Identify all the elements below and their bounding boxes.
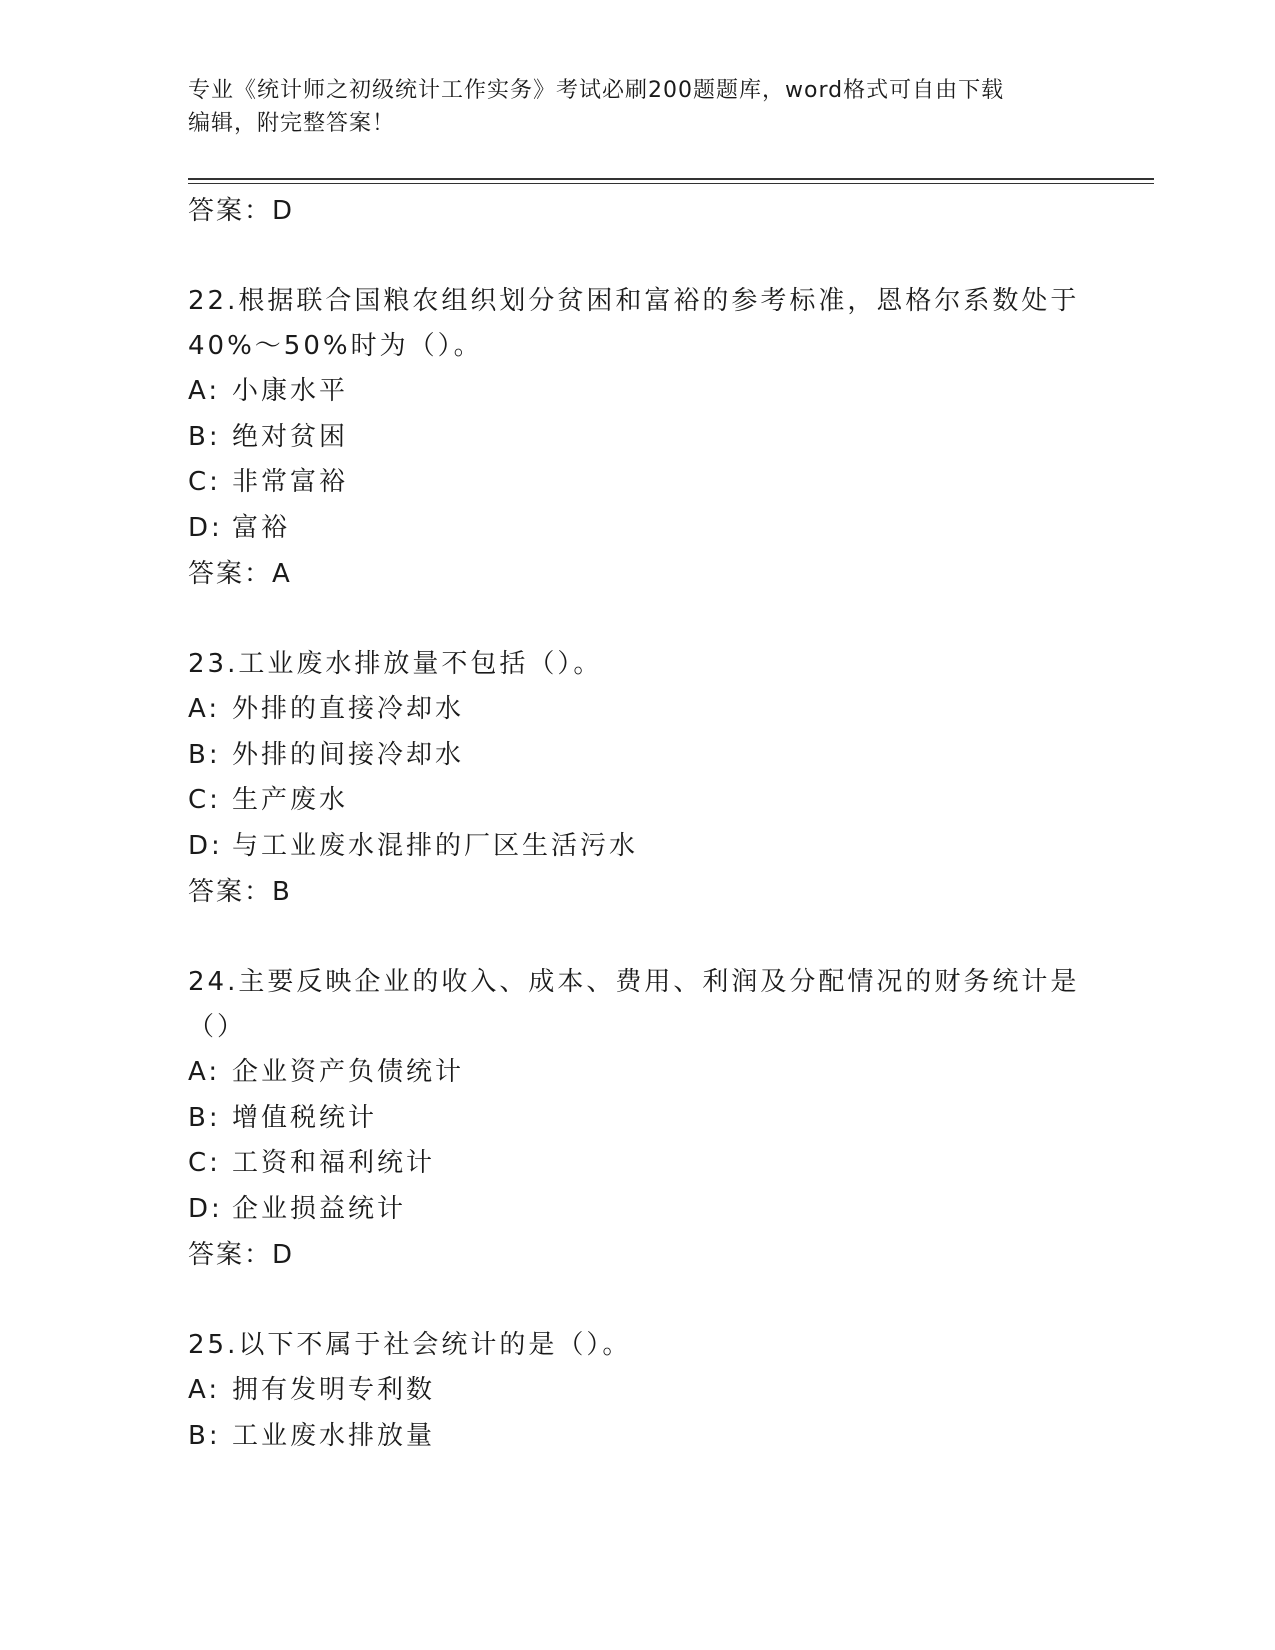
option-letter: C: (188, 467, 221, 497)
option-letter: B: (188, 739, 221, 770)
option-d (188, 1187, 1088, 1233)
question-stem: 23.工业废水排放量不包括（）。 (188, 649, 603, 679)
header-divider (188, 178, 1154, 180)
question-24 (188, 960, 1088, 1278)
option-letter: A: (188, 376, 221, 406)
option-text: 非常富裕 (232, 467, 349, 497)
option-text: 小康水平 (232, 376, 349, 406)
option-letter: B: (188, 421, 221, 452)
option-c (188, 1141, 1088, 1187)
question-22 (188, 279, 1088, 597)
header-line-1: 专业《统计师之初级统计工作实务》考试必刷200题题库，word格式可自由下载 (188, 78, 1005, 103)
option-text: 工资和福利统计 (232, 1148, 436, 1178)
option-b (188, 733, 1088, 779)
option-letter: C: (188, 1148, 221, 1178)
question-23 (188, 642, 1088, 915)
option-a (188, 369, 1088, 415)
option-text: 外排的直接冷却水 (232, 694, 465, 724)
option-letter: B: (188, 1102, 221, 1133)
question-list (188, 188, 1088, 1459)
option-letter: D: (188, 830, 223, 861)
option-letter: B: (188, 1420, 221, 1451)
option-text: 企业资产负债统计 (232, 1057, 465, 1087)
answer-line: 答案：A (188, 559, 292, 589)
answer-line: 答案：D (188, 1240, 295, 1270)
option-a (188, 1050, 1088, 1096)
option-b (188, 1414, 1088, 1460)
option-text: 增值税统计 (232, 1102, 378, 1133)
option-text: 绝对贫困 (232, 421, 349, 452)
answer-line: 答案：D (188, 196, 295, 226)
option-text: 富裕 (232, 512, 291, 543)
option-text: 工业废水排放量 (232, 1420, 436, 1451)
option-d (188, 824, 1088, 870)
option-text: 外排的间接冷却水 (232, 739, 465, 770)
option-a (188, 1368, 1088, 1414)
option-letter: A: (188, 1057, 221, 1087)
option-letter: C: (188, 785, 221, 815)
option-text: 企业损益统计 (232, 1193, 407, 1224)
option-b (188, 415, 1088, 461)
option-letter: A: (188, 1375, 221, 1405)
option-letter: D: (188, 512, 223, 543)
header-divider-thin (188, 183, 1154, 184)
option-d (188, 506, 1088, 552)
option-text: 生产废水 (232, 785, 349, 815)
option-text: 与工业废水混排的厂区生活污水 (232, 830, 639, 861)
option-b (188, 1096, 1088, 1142)
question-stem: 24.主要反映企业的收入、成本、费用、利润及分配情况的财务统计是（） (188, 967, 1080, 1042)
option-a (188, 687, 1088, 733)
question-stem: 25.以下不属于社会统计的是（）。 (188, 1330, 632, 1360)
option-c (188, 778, 1088, 824)
header-line-2: 编辑，附完整答案！ (188, 111, 396, 136)
option-letter: A: (188, 694, 221, 724)
answer-line: 答案：B (188, 877, 292, 907)
document-header (188, 74, 1068, 140)
option-letter: D: (188, 1193, 223, 1224)
option-text: 拥有发明专利数 (232, 1375, 436, 1405)
question-stem: 22.根据联合国粮农组织划分贫困和富裕的参考标准，恩格尔系数处于40%～50%时为（）。 (188, 286, 1080, 361)
option-c (188, 460, 1088, 506)
question-25 (188, 1323, 1088, 1459)
